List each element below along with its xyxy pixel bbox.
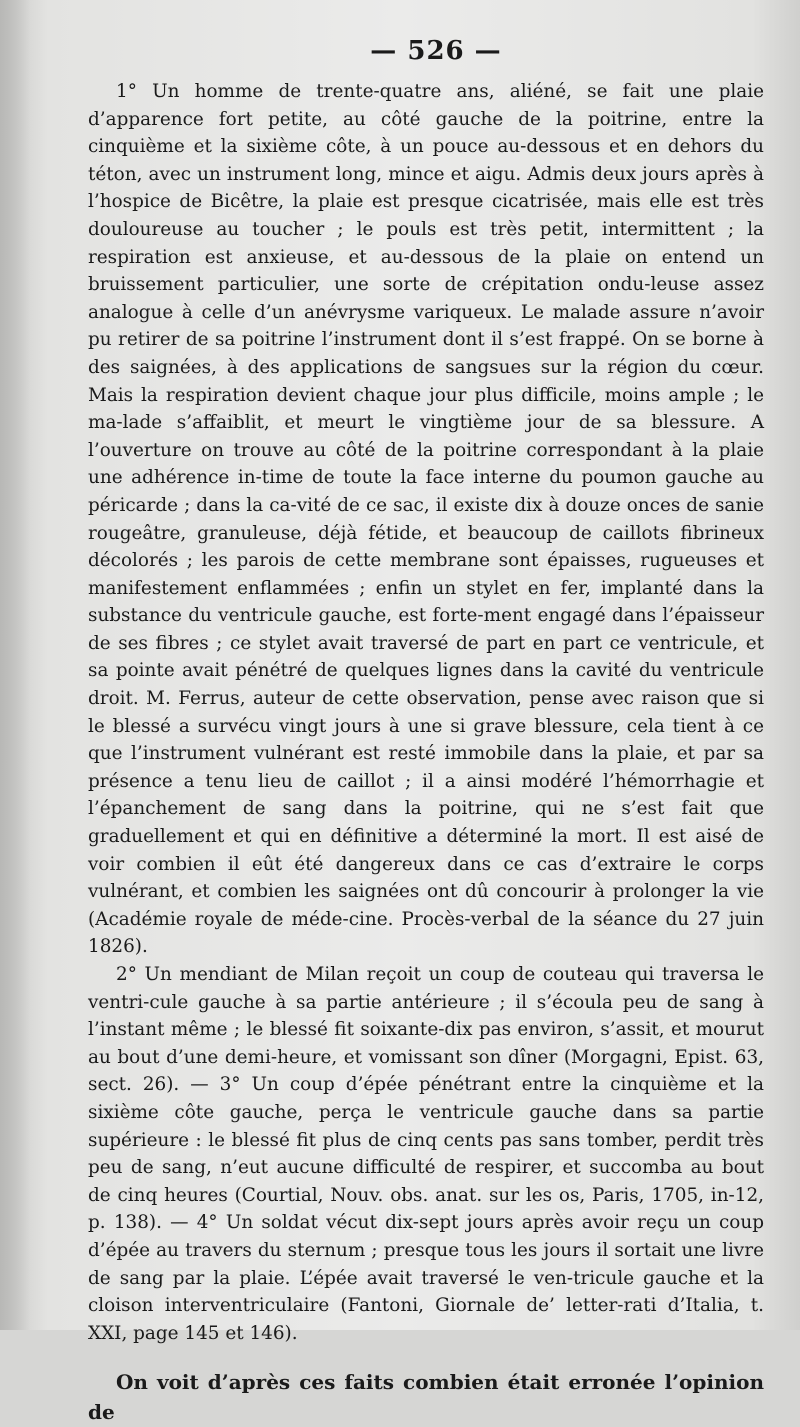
paragraph-observation-1: 1° Un homme de trente-quatre ans, aliéné, se fait une plaie d’apparence fort petite, au côté gauche de la poitrine, entre la cinquième et la sixième côte, à un pouce au-dessous et en dehors du téton, avec un instrument long, mince et aigu. Admis deux jours après à l’hospice de Bicêtre, la plaie est presque cicatrisée, mais elle est très douloureuse au toucher ; le pouls est très petit, intermittent ; la respiration est anxieuse, et au-dessous de la plaie on entend un bruissement particulier, une sorte de crépitation ondu-leuse assez analogue à celle d’un anévrysme variqueux. Le malade assure n’avoir pu retirer de sa poitrine l’instrument dont il s’est frappé. On se borne à des saignées, à des applications de sangsues sur la région du cœur. Mais la respiration devient chaque jour plus difficile, moins ample ; le ma-lade s’affaiblit, et meurt le vingtième jour de sa blessure. A l’ouverture on trouve au côté de la poitrine correspondant à la plaie une adhérence in-time de toute la face interne du poumon gauche au péricarde ; dans la ca-vité de ce sac, il existe dix à douze onces de sanie rougeâtre, granuleuse, déjà fétide, et beaucoup de caillots fibrineux décolorés ; les parois de cette membrane sont épaisses, rugueuses et manifestement enflammées ; enfin un stylet en fer, implanté dans la substance du ventricule gauche, est forte-ment engagé dans l’épaisseur de ses fibres ; ce stylet avait traversé de part en part ce ventricule, et sa pointe avait pénétré de quelques lignes dans la cavité du ventricule droit. M. Ferrus, auteur de cette observation, pense avec raison que si le blessé a survécu vingt jours à une si grave blessure, cela tient à ce que l’instrument vulnérant est resté immobile dans la plaie, et par sa présence a tenu lieu de caillot ; il a ainsi modéré l’hémorrhagie et l’épanchement de sang dans la poitrine, qui ne s’est fait que graduellement et qui en définitive a déterminé la mort. Il est aisé de voir combien il eût été dangereux dans ce cas d’extraire le corps vulnérant, et combien les saignées ont dû concourir à prolonger la vie (Académie royale de méde-cine. Procès-verbal de la séance du 27 juin 1826).: [88, 81, 764, 958]
body-text: [88, 78, 764, 1427]
page-edge-shadow: [0, 0, 30, 1330]
paragraph-conclusion: On voit d’après ces faits combien était erronée l’opinion de: [88, 1370, 764, 1425]
paragraph-observations-2-4: 2° Un mendiant de Milan reçoit un coup de couteau qui traversa le ventri-cule gauche à sa partie antérieure ; il s’écoula peu de sang à l’instant même ; le blessé fit soixante-dix pas environ, s’assit, et mourut au bout d’une demi-heure, et vomissant son dîner (Morgagni, Epist. 63, sect. 26). — 3° Un coup d’épée pénétrant entre la cinquième et la sixième côte gauche, perça le ventricule gauche dans sa partie supérieure : le blessé fit plus de cinq cents pas sans tomber, perdit très peu de sang, n’eut aucune difficulté de respirer, et succomba au bout de cinq heures (Courtial, Nouv. obs. anat. sur les os, Paris, 1705, in-12, p. 138). — 4° Un soldat vécut dix-sept jours après avoir reçu un coup d’épée au travers du sternum ; presque tous les jours il sortait une livre de sang par la plaie. L’épée avait traversé le ven-tricule gauche et la cloison interventriculaire (Fantoni, Giornale de’ letter-rati d’Italia, t. XXI, page 145 et 146).: [88, 964, 764, 1344]
page-number: — 526 —: [370, 36, 502, 66]
